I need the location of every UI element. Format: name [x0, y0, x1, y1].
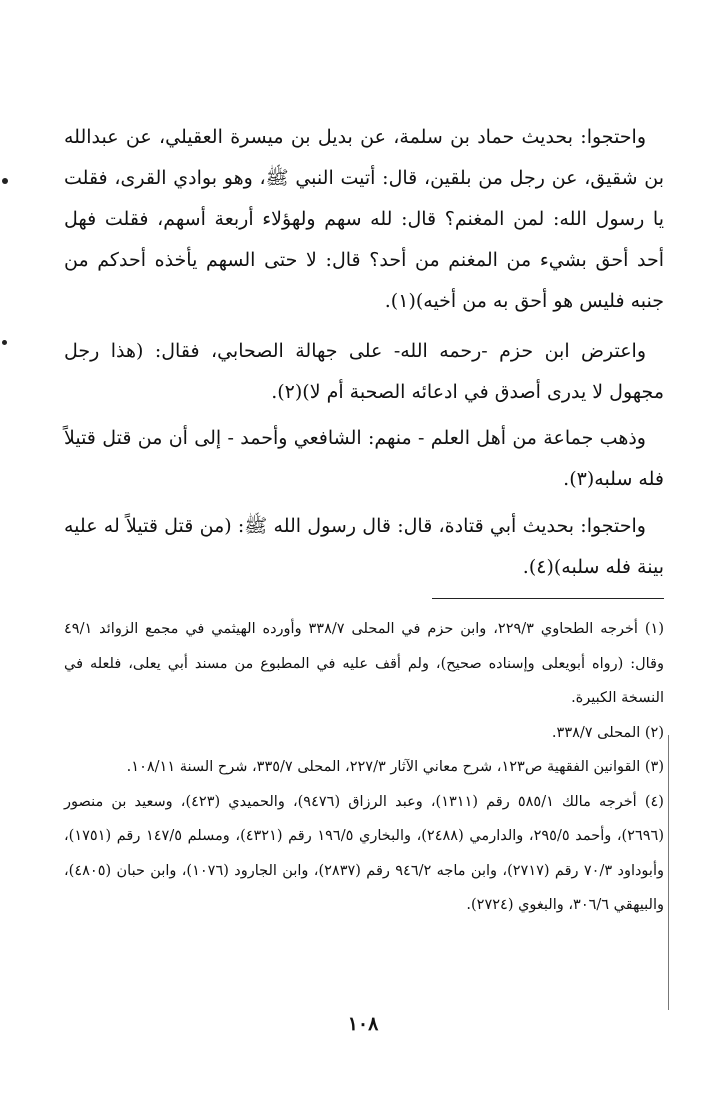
paragraph-hadith-bulqin	[64, 117, 664, 326]
footnote-4: (٤) أخرجه مالك ٥٨٥/١ رقم (١٣١١)، وعبد الرزاق (٩٤٧٦)، والحميدي (٤٢٣)، وسعيد بن منصور (٢٦٩٦)، وأحمد ٢٩٥/٥، والدارمي (٢٤٨٨)، والبخاري ١٩٦/٥ رقم (٤٣٢١)، ومسلم ١٤٧/٥ رقم (١٧٥١)، وأبوداود ٧٠/٣ رقم (٢٧١٧)، وابن ماجه ٩٤٦/٢ رقم (٢٨٣٧)، وابن الجارود (١٠٧٦)، وابن حبان (٤٨٠٥)، والبيهقي ٣٠٦/٦، والبغوي (٢٧٢٤).	[64, 793, 664, 913]
paragraph-text: وذهب جماعة من أهل العلم - منهم: الشافعي وأحمد - إلى أن من قتل قتيلاً فله سلبه(٣).	[64, 427, 664, 490]
footnotes	[64, 612, 664, 923]
margin-line	[668, 735, 669, 1010]
paragraph-text: واعترض ابن حزم -رحمه الله- على جهالة الصحابي، فقال: (هذا رجل مجهول لا يدرى أصدق في ادعائه الصحبة أم لا)(٢).	[64, 340, 664, 403]
footnote-2: (٢) المحلى ٣٣٨/٧.	[551, 724, 664, 741]
page-number: ١٠٨	[347, 1013, 379, 1035]
paragraph-hadith-abu-qatada	[64, 506, 664, 592]
paragraph-scholars-opinion	[64, 418, 664, 504]
paragraph-text: واحتجوا: بحديث أبي قتادة، قال: قال رسول الله ﷺ: (من قتل قتيلاً له عليه بينة فله سلبه)(٤).	[64, 515, 664, 578]
margin-dot	[2, 340, 7, 345]
paragraph-text: واحتجوا: بحديث حماد بن سلمة، عن بديل بن ميسرة العقيلي، عن عبدالله بن شقيق، عن رجل من بلقين، قال: أتيت النبي ﷺ، وهو بوادي القرى، فقلت يا رسول الله: لمن المغنم؟ قال: لله سهم ولهؤلاء أربعة أسهم، فقلت فهل أحد أحق بشيء من المغنم من أحد؟ قال: لا حتى السهم يأخذه أحدكم من جنبه فليس هو أحق به من أخيه)(١).	[64, 126, 664, 312]
footnote-separator	[432, 598, 664, 599]
footnote-1: (١) أخرجه الطحاوي ٢٢٩/٣، وابن حزم في المحلى ٣٣٨/٧ وأورده الهيثمي في مجمع الزوائد ٤٩/١ وقال: (رواه أبويعلى وإسناده صحيح)، ولم أقف عليه في المطبوع من مسند أبي يعلى، فلعله في النسخة الكبيرة.	[64, 621, 664, 706]
paragraph-ibn-hazm-objection	[64, 331, 664, 417]
footnote-3: (٣) القوانين الفقهية ص١٢٣، شرح معاني الآثار ٢٢٧/٣، المحلى ٣٣٥/٧، شرح السنة ١٠٨/١١.	[126, 759, 664, 775]
margin-dot	[2, 178, 8, 184]
